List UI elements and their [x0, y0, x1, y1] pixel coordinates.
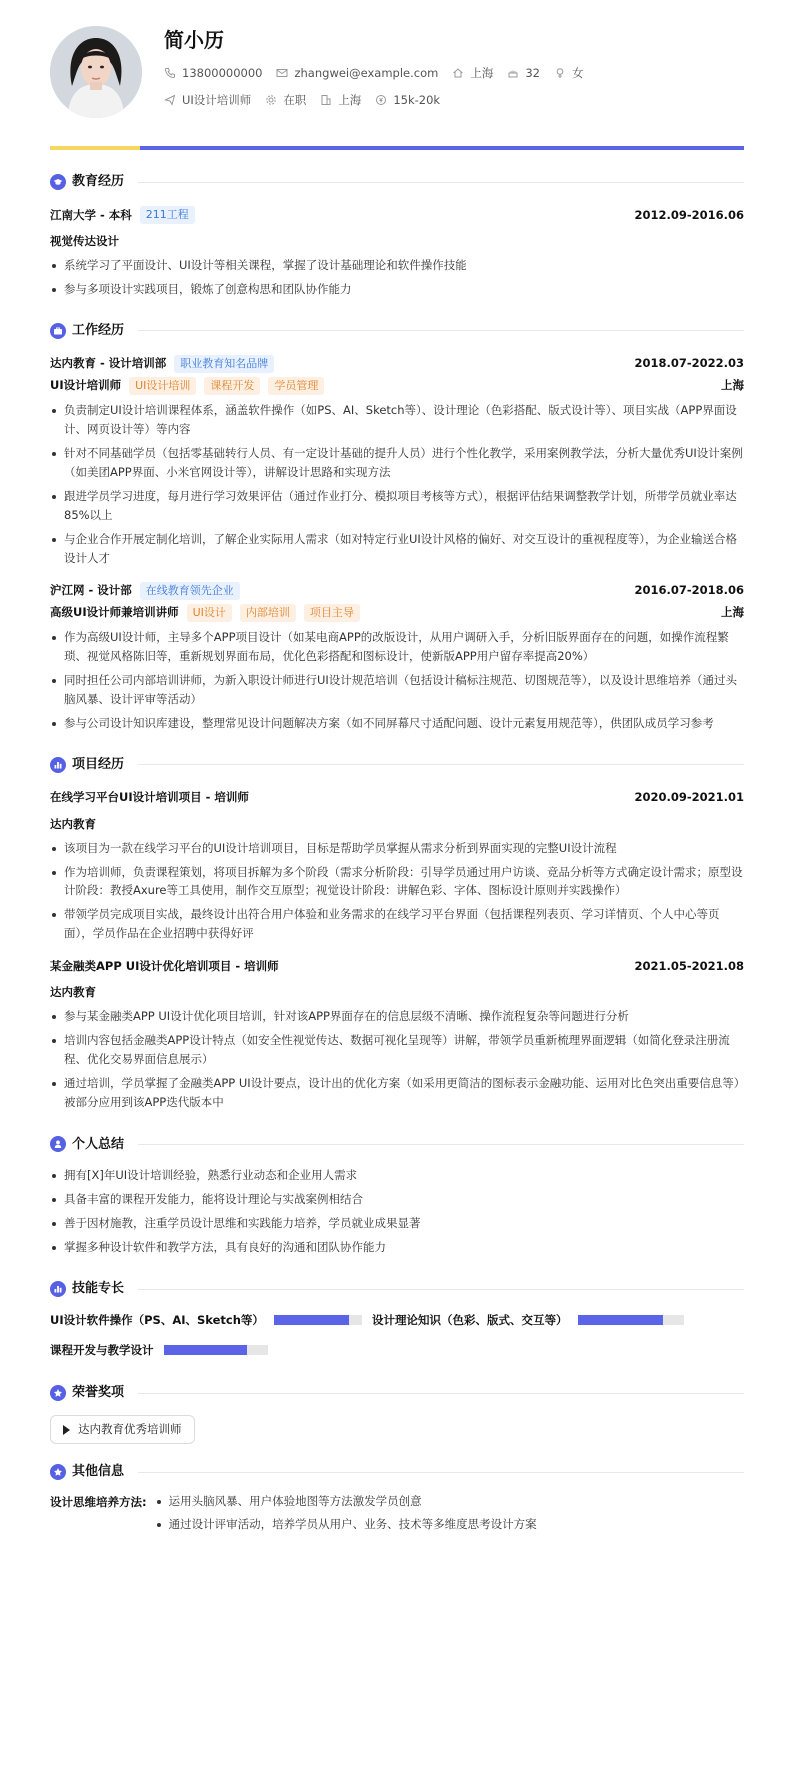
status-text: 在职	[283, 92, 307, 107]
salary-icon	[375, 94, 387, 106]
work-date: 2016.07-2018.06	[634, 583, 744, 598]
list-item: 作为培训师，负责课程策划，将项目拆解为多个阶段（需求分析阶段：引导学员通过用户访谈、竞品分析等方式确定设计需求；原型设计阶段：教授Axure等工具使用，制作交互原型；视觉设计阶段：讲解色彩、字体、图标设计原则并实践操作）	[50, 863, 744, 901]
phone-icon	[164, 67, 176, 79]
send-icon	[164, 94, 176, 106]
skill-name: 课程开发与教学设计	[50, 1342, 154, 1357]
other-label: 设计思维培养方法:	[50, 1495, 147, 1510]
project-entry	[50, 955, 744, 1112]
school-tag: 211工程	[140, 206, 195, 224]
position-item	[164, 91, 251, 110]
profile-name: 简小历	[164, 28, 224, 52]
list-item: 通过设计评审活动，培养学员从用户、业务、技术等多维度思考设计方案	[155, 1515, 537, 1534]
project-org: 达内教育	[50, 816, 96, 831]
education-bullets	[50, 256, 744, 299]
education-section	[50, 172, 744, 299]
bar-chart-icon	[50, 1281, 66, 1297]
home-icon	[452, 67, 464, 79]
list-item: 运用头脑风暴、用户体验地图等方法激发学员创意	[155, 1492, 537, 1511]
honors-section	[50, 1383, 744, 1444]
gear-icon	[265, 94, 277, 106]
play-icon	[63, 1425, 70, 1435]
list-item: 该项目为一款在线学习平台的UI设计培训项目，目标是帮助学员掌握从需求分析到界面实现的完整UI设计流程	[50, 839, 744, 858]
project-bullets	[50, 1007, 744, 1112]
briefcase-icon	[50, 323, 66, 339]
other-entry	[50, 1492, 744, 1538]
phone-text: 13800000000	[182, 66, 263, 80]
profile-info	[164, 26, 597, 110]
user-icon	[50, 1136, 66, 1152]
skill-item	[372, 1309, 684, 1331]
other-section	[50, 1462, 744, 1538]
salary-item	[375, 91, 440, 110]
list-item: 具备丰富的课程开发能力，能将设计理论与实战案例相结合	[50, 1190, 744, 1209]
city-item	[452, 64, 493, 83]
award-text: 达内教育优秀培训师	[78, 1422, 182, 1437]
company-tag: 在线教育领先企业	[140, 582, 240, 600]
skill-name: UI设计软件操作（PS、AI、Sketch等）	[50, 1312, 264, 1327]
section-header	[50, 1383, 744, 1403]
section-header	[50, 1462, 744, 1482]
section-title: 其他信息	[72, 1464, 125, 1480]
skill-item	[50, 1309, 362, 1331]
list-item: 通过培训，学员掌握了金融类APP UI设计要点，设计出的优化方案（如采用更简洁的图标表示金融功能、运用对比色突出重要信息等）被部分应用到该APP迭代版本中	[50, 1074, 744, 1112]
role-tag: UI设计培训	[129, 377, 196, 395]
email-item	[276, 64, 438, 83]
role-name: 高级UI设计师兼培训讲师	[50, 605, 179, 620]
graduation-cap-icon	[50, 174, 66, 190]
list-item: 掌握多种设计软件和教学方法，具有良好的沟通和团队协作能力	[50, 1238, 744, 1257]
skill-bar	[274, 1315, 362, 1325]
expected-city-item	[320, 91, 361, 110]
list-item: 与企业合作开展定制化培训，了解企业实际用人需求（如对特定行业UI设计风格的偏好、对交互设计的重视程度等），为企业输送合格设计人才	[50, 530, 744, 568]
section-header	[50, 1279, 744, 1299]
section-title: 荣誉奖项	[72, 1385, 125, 1401]
info-icon	[50, 1464, 66, 1480]
project-date: 2021.05-2021.08	[634, 958, 744, 973]
section-title: 教育经历	[72, 174, 125, 190]
salary-text: 15k-20k	[393, 92, 441, 107]
gender-item	[554, 64, 584, 83]
resume-header	[50, 26, 744, 128]
cake-icon	[507, 67, 519, 79]
role-tag: 学员管理	[268, 377, 324, 395]
work-bullets	[50, 401, 744, 568]
skill-fill	[164, 1345, 248, 1355]
header-divider	[50, 146, 744, 150]
section-title: 工作经历	[72, 323, 125, 339]
skill-name: 设计理论知识（色彩、版式、交互等）	[372, 1312, 568, 1327]
list-item: 同时担任公司内部培训讲师，为新入职设计师进行UI设计规范培训（包括设计稿标注规范、切图规范等），以及设计思维培养（通过头脑风暴、设计评审等活动）	[50, 671, 744, 709]
list-item: 带领学员完成项目实战，最终设计出符合用户体验和业务需求的在线学习平台界面（包括课程列表页、学习详情页、个人中心等页面），学员作品在企业招聘中获得好评	[50, 905, 744, 943]
work-entry	[50, 580, 744, 733]
role-tag: UI设计	[187, 604, 232, 622]
role-name: UI设计培训师	[50, 378, 122, 393]
company-name: 达内教育 - 设计培训部	[50, 356, 167, 371]
city-text: 上海	[470, 66, 494, 80]
role-tag: 项目主导	[304, 604, 360, 622]
project-bullets	[50, 839, 744, 944]
project-name: 某金融类APP UI设计优化培训项目 - 培训师	[50, 958, 279, 973]
skill-list	[50, 1309, 744, 1369]
work-city: 上海	[721, 378, 744, 393]
major: 视觉传达设计	[50, 234, 119, 248]
section-header	[50, 321, 744, 341]
list-item: 系统学习了平面设计、UI设计等相关课程，掌握了设计基础理论和软件操作技能	[50, 256, 744, 275]
bar-chart-icon	[50, 757, 66, 773]
position-text: UI设计培训师	[182, 92, 252, 107]
contact-row	[164, 64, 597, 83]
section-header	[50, 172, 744, 192]
award-icon	[50, 1385, 66, 1401]
work-bullets	[50, 628, 744, 733]
list-item: 参与多项设计实践项目，锻炼了创意构思和团队协作能力	[50, 280, 744, 299]
education-date: 2012.09-2016.06	[634, 207, 744, 222]
section-header	[50, 755, 744, 775]
work-section	[50, 321, 744, 733]
avatar	[50, 26, 142, 118]
gender-text: 女	[571, 66, 584, 80]
school-name: 江南大学 - 本科	[50, 207, 132, 222]
age-text: 32	[525, 66, 540, 80]
project-org: 达内教育	[50, 985, 96, 1000]
section-title: 个人总结	[72, 1136, 125, 1152]
age-item	[507, 64, 540, 83]
award-item	[50, 1415, 195, 1444]
phone-item	[164, 64, 262, 83]
section-title: 项目经历	[72, 756, 125, 772]
gender-icon	[554, 67, 566, 79]
list-item: 参与公司设计知识库建设，整理常见设计问题解决方案（如不同屏幕尺寸适配问题、设计元素复用规范等），供团队成员学习参考	[50, 714, 744, 733]
mail-icon	[276, 67, 288, 79]
skill-bar	[578, 1315, 685, 1325]
skill-fill	[274, 1315, 349, 1325]
summary-section	[50, 1134, 744, 1257]
company-tag: 职业教育知名品牌	[174, 355, 274, 373]
role-tag: 内部培训	[240, 604, 296, 622]
other-bullets	[155, 1492, 537, 1538]
list-item: 针对不同基础学员（包括零基础转行人员、有一定设计基础的提升人员）进行个性化教学，采用案例教学法，分析大量优秀UI设计案例（如美团APP界面、小米官网设计等），讲解设计思路和实现方法	[50, 444, 744, 482]
project-section	[50, 755, 744, 1113]
section-header	[50, 1134, 744, 1154]
list-item: 参与某金融类APP UI设计优化项目培训，针对该APP界面存在的信息层级不清晰、操作流程复杂等问题进行分析	[50, 1007, 744, 1026]
section-title: 技能专长	[72, 1281, 125, 1297]
skills-section	[50, 1279, 744, 1369]
summary-bullets	[50, 1166, 744, 1257]
list-item: 作为高级UI设计师，主导多个APP项目设计（如某电商APP的改版设计，从用户调研入手，分析旧版界面存在的问题，如操作流程繁琐、视觉风格陈旧等，重新规划界面布局，优化色彩搭配和图标设计，使新版APP用户留存率提高20%）	[50, 628, 744, 666]
skill-item	[50, 1339, 268, 1361]
work-entry	[50, 353, 744, 568]
work-city: 上海	[721, 605, 744, 620]
expected-city-text: 上海	[338, 92, 362, 107]
status-item	[265, 91, 306, 110]
education-entry	[50, 204, 744, 299]
role-tag: 课程开发	[204, 377, 260, 395]
list-item: 跟进学员学习进度，每月进行学习效果评估（通过作业打分、模拟项目考核等方式），根据评估结果调整教学计划，所带学员就业率达85%以上	[50, 487, 744, 525]
project-date: 2020.09-2021.01	[634, 790, 744, 805]
project-name: 在线学习平台UI设计培训项目 - 培训师	[50, 790, 249, 805]
company-name: 沪江网 - 设计部	[50, 583, 132, 598]
list-item: 拥有[X]年UI设计培训经验，熟悉行业动态和企业用人需求	[50, 1166, 744, 1185]
job-intent-row	[164, 91, 597, 110]
work-date: 2018.07-2022.03	[634, 356, 744, 371]
building-icon	[320, 94, 332, 106]
skill-bar	[164, 1345, 269, 1355]
list-item: 培训内容包括金融类APP设计特点（如安全性视觉传达、数据可视化呈现等）讲解，带领学员重新梳理界面逻辑（如简化登录注册流程、优化交易界面信息展示）	[50, 1031, 744, 1069]
list-item: 善于因材施教，注重学员设计思维和实践能力培养，学员就业成果显著	[50, 1214, 744, 1233]
list-item: 负责制定UI设计培训课程体系，涵盖软件操作（如PS、AI、Sketch等）、设计理论（色彩搭配、版式设计等）、项目实战（APP界面设计、网页设计等）等内容	[50, 401, 744, 439]
skill-fill	[578, 1315, 663, 1325]
email-text: zhangwei@example.com	[294, 66, 439, 80]
project-entry	[50, 787, 744, 944]
